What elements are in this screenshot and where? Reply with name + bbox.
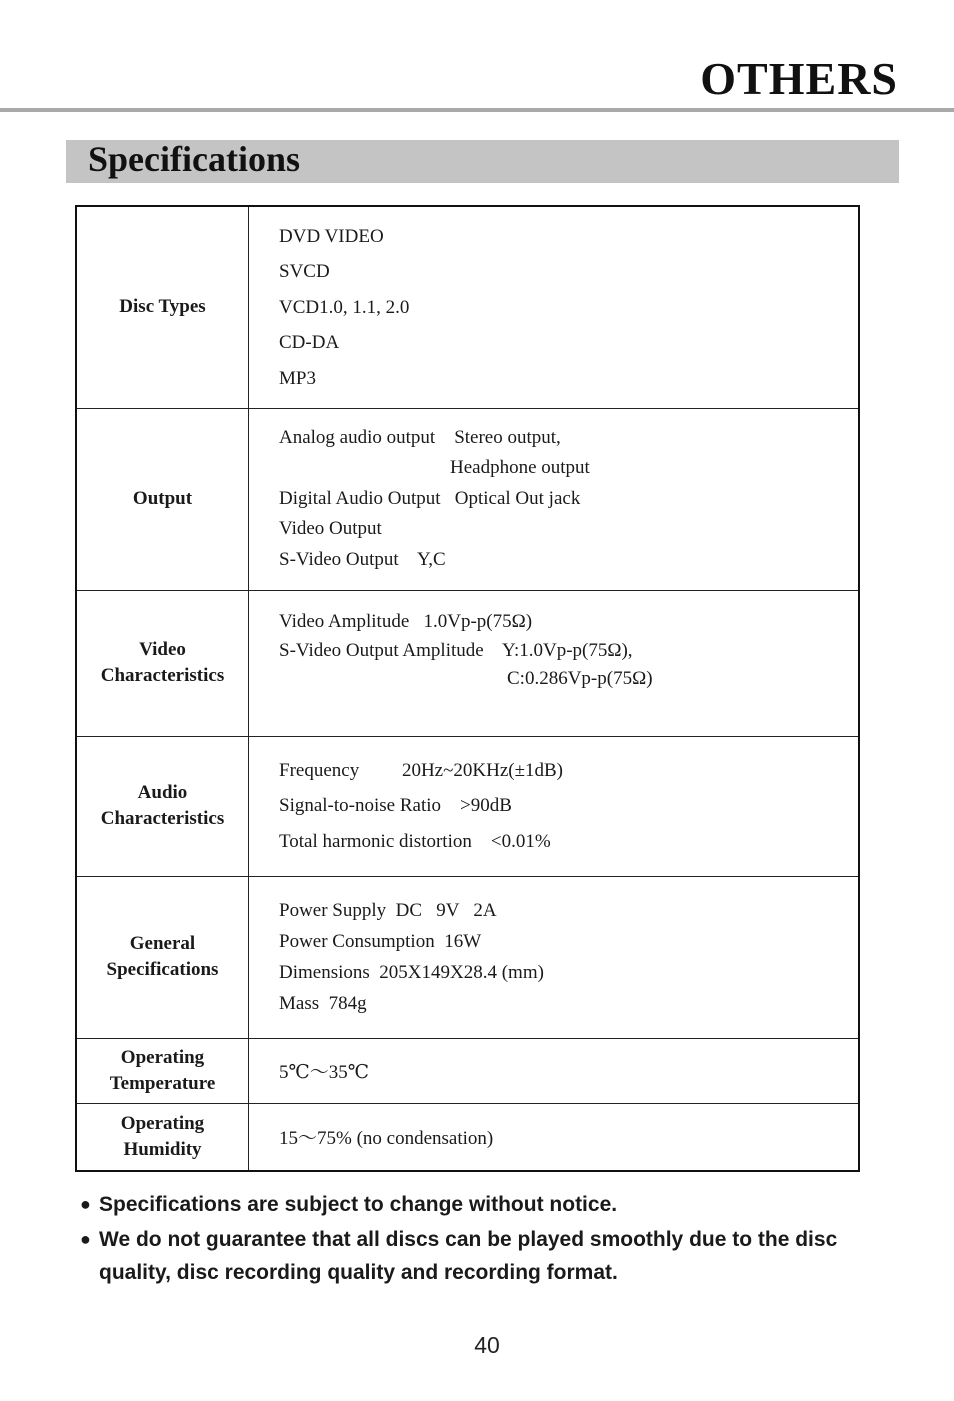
spec-line: Mass 784g <box>279 993 367 1014</box>
spec-value <box>249 1103 860 1171</box>
spec-line: 15～75% (no condensation) <box>279 1128 494 1150</box>
spec-value <box>249 736 860 876</box>
section-banner <box>66 140 899 183</box>
page-number: 40 <box>474 1332 500 1358</box>
spec-line: 5℃～35℃ <box>279 1062 370 1083</box>
spec-label-line: Characteristics <box>100 665 225 686</box>
note-text: Specifications are subject to change without notice. <box>99 1193 618 1216</box>
spec-row-output <box>76 408 859 590</box>
header-divider <box>0 108 954 112</box>
bullet-icon: ● <box>80 1229 91 1249</box>
notes-list <box>80 1188 880 1291</box>
spec-label <box>76 590 249 736</box>
note-item <box>80 1223 880 1289</box>
spec-label: Disc Types <box>76 206 249 408</box>
spec-line: Signal-to-noise Ratio >90dB <box>279 795 512 817</box>
spec-line: Video Output <box>279 518 382 540</box>
spec-line: Headphone output <box>279 457 590 479</box>
spec-value <box>249 206 860 408</box>
spec-value <box>249 408 860 590</box>
spec-line: MP3 <box>279 367 316 389</box>
spec-line: S-Video Output Y,C <box>279 548 446 570</box>
spec-label-line: Operating <box>120 1112 205 1134</box>
section-title: Specifications <box>88 139 300 179</box>
spec-value <box>249 1038 860 1103</box>
spec-label <box>76 1038 249 1103</box>
spec-label-line: Audio <box>137 782 188 803</box>
note-item <box>80 1188 880 1221</box>
spec-row-disc-types <box>76 206 859 408</box>
spec-row-audio <box>76 736 859 876</box>
spec-label-line: Video <box>139 639 186 660</box>
spec-label <box>76 736 249 876</box>
spec-label: Output <box>76 408 249 590</box>
spec-line: C:0.286Vp-p(75Ω) <box>279 668 653 690</box>
spec-line: Power Supply DC 9V 2A <box>279 900 497 921</box>
spec-label-line: Temperature <box>109 1072 216 1094</box>
spec-label-line: Specifications <box>106 959 219 980</box>
spec-line: Video Amplitude 1.0Vp-p(75Ω) <box>279 611 533 633</box>
page-header-title: OTHERS <box>700 53 898 104</box>
spec-line: Power Consumption 16W <box>279 931 482 952</box>
spec-line: VCD1.0, 1.1, 2.0 <box>279 296 410 318</box>
spec-label <box>76 1103 249 1171</box>
spec-value <box>249 590 860 736</box>
spec-label <box>76 876 249 1038</box>
note-text: We do not guarantee that all discs can be played smoothly due to the disc quality, disc recording quality and recording format. <box>99 1228 838 1284</box>
spec-row-humidity <box>76 1103 859 1171</box>
spec-line: Dimensions 205X149X28.4 (mm) <box>279 962 544 983</box>
spec-line: Total harmonic distortion <0.01% <box>279 830 551 852</box>
spec-line: Analog audio output Stereo output, <box>279 426 561 448</box>
specifications-table <box>75 205 860 1172</box>
spec-row-general <box>76 876 859 1038</box>
spec-label-line: General <box>129 933 196 954</box>
spec-row-video <box>76 590 859 736</box>
spec-row-temperature <box>76 1038 859 1103</box>
spec-value <box>249 876 860 1038</box>
spec-line: Frequency 20Hz~20KHz(±1dB) <box>279 759 564 781</box>
spec-label-line: Characteristics <box>100 808 225 829</box>
spec-line: S-Video Output Amplitude Y:1.0Vp-p(75Ω), <box>279 639 633 661</box>
spec-line: CD-DA <box>279 332 340 353</box>
spec-line: DVD VIDEO <box>279 225 384 247</box>
spec-line: SVCD <box>279 261 330 282</box>
spec-label-line: Operating <box>120 1046 205 1068</box>
spec-line: Digital Audio Output Optical Out jack <box>279 487 581 509</box>
spec-label-line: Humidity <box>123 1138 202 1160</box>
bullet-icon: ● <box>80 1194 91 1214</box>
